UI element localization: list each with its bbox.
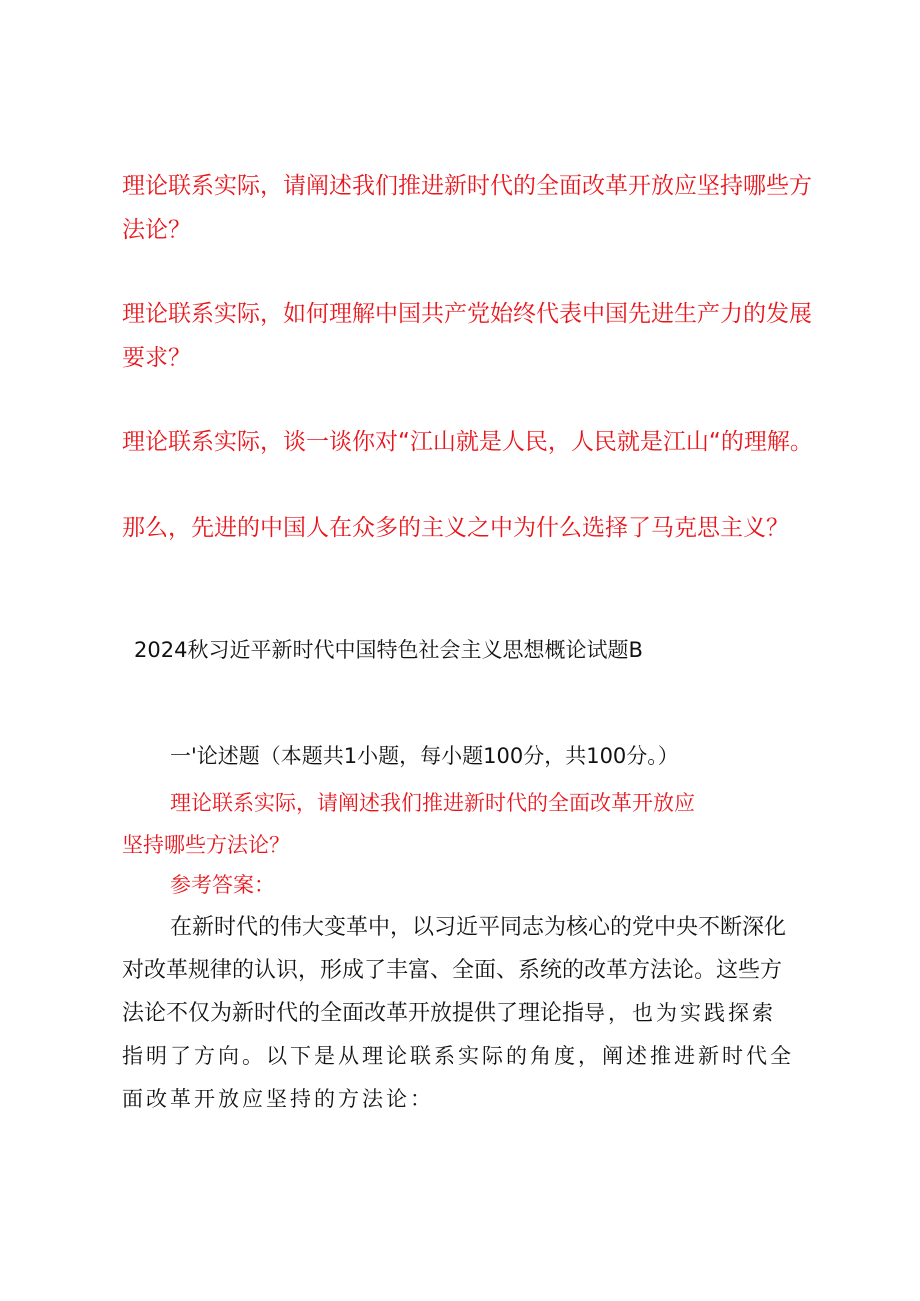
section-heading: 一'论述题（本题共1小题，每小题100分，共100分。） [170,744,679,768]
answer-line-3a: 法论不仅为新时代的全面改革开放提供了理论指 [122,1001,585,1026]
answer-line-2: 对改革规律的认识，形成了丰富、全面、系统的改革方法论。这些方 [122,958,783,983]
question-3-line-1: 理论联系实际，谈一谈你对“江山就是人民，人民就是江山“的理解。 [122,429,813,455]
exam-question [122,782,822,866]
question-4 [122,506,822,550]
question-1-line-2: 法论？ [122,217,191,243]
answer-line-1: 在新时代的伟大变革中，以习近平同志为核心的党中央不断深化 [170,915,787,940]
question-1-line-1: 理论联系实际，请阐述我们推进新时代的全面改革开放应坚持哪些方 [122,173,812,199]
question-2-line-1: 理论联系实际，如何理解中国共产党始终代表中国先进生产力的发展 [122,301,812,327]
answer-line-4: 指明了方向。以下是从理论联系实际的角度，阐述推进新时代全 [122,1044,794,1068]
question-2 [122,292,822,380]
exam-question-line-1: 理论联系实际，请阐述我们推进新时代的全面改革开放应 [170,791,695,815]
question-3 [122,420,822,464]
answer-line-3 [122,992,822,1035]
question-4-line-1: 那么，先进的中国人在众多的主义之中为什么选择了马克思主义？ [122,515,789,541]
question-2-line-2: 要求？ [122,345,191,371]
answer-line-3b: 导，也为实践探索 [584,1001,777,1025]
answer-body [122,906,822,1121]
exam-question-line-2: 坚持哪些方法论？ [122,833,290,857]
answer-line-5: 面改革开放应坚持的方法论： [122,1087,434,1111]
exam-title: 2024秋习近平新时代中国特色社会主义思想概论试题B [134,638,643,662]
question-1 [122,164,822,252]
answer-label: 参考答案： [170,873,275,897]
